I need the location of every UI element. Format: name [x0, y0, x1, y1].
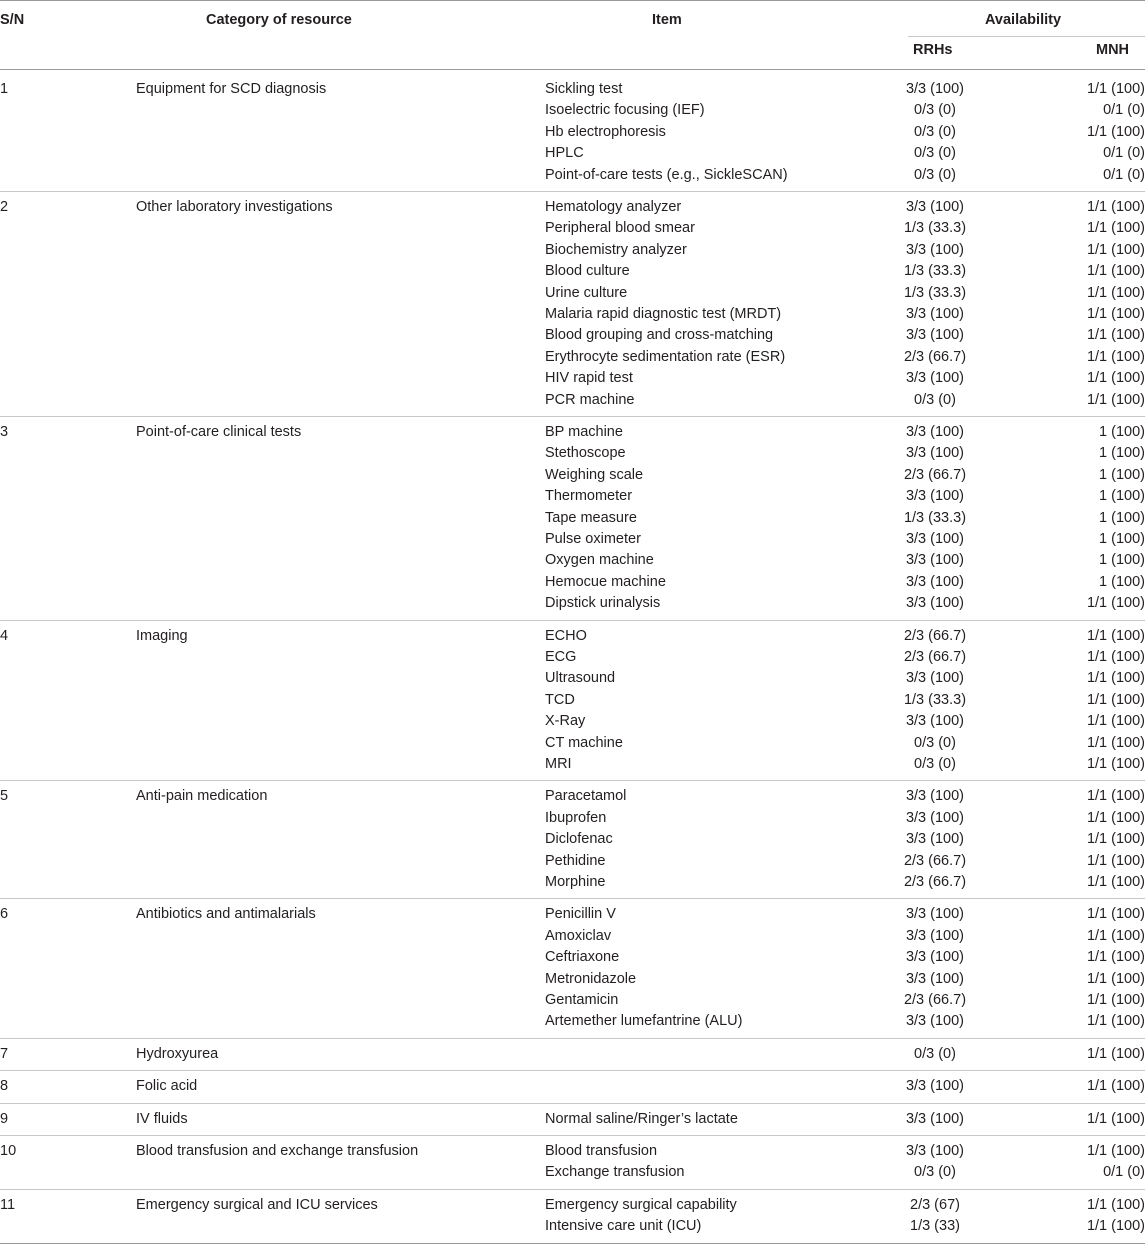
group-divider: [0, 191, 1145, 192]
rrhs-cell: 0/3 (0): [914, 166, 956, 183]
mnh-cell: 1/1 (100): [1086, 927, 1145, 944]
mnh-list: [1010, 904, 1145, 1032]
rrhs-cell: 1/3 (33.3): [903, 284, 967, 301]
mnh-cell: 1/1 (100): [1086, 831, 1145, 848]
rrhs-cell: 3/3 (100): [905, 488, 965, 505]
mnh-cell: 1 (100): [1099, 424, 1145, 440]
mnh-cell: 1/1 (100): [1086, 713, 1145, 730]
rrhs-cell: 3/3 (100): [905, 831, 965, 848]
mnh-cell: 1/1 (100): [1086, 1110, 1145, 1127]
mnh-cell: 1/1 (100): [1086, 970, 1145, 987]
item-cell: Tape measure: [545, 509, 637, 526]
rrhs-cell: 3/3 (100): [905, 199, 965, 215]
row-category: Folic acid: [136, 1078, 198, 1095]
rrhs-cell: 1/3 (33.3): [903, 691, 967, 708]
row-sn: 8: [0, 1078, 9, 1095]
item-cell: Normal saline/Ringer’s lactate: [545, 1110, 738, 1127]
item-cell: Thermometer: [545, 488, 633, 505]
item-cell: Exchange transfusion: [545, 1164, 685, 1181]
rrhs-cell: 3/3 (100): [905, 305, 965, 322]
item-cell: Ceftriaxone: [545, 949, 620, 966]
row-category: Imaging: [136, 627, 188, 644]
mnh-cell: 0/1 (0): [1103, 166, 1145, 183]
mnh-cell: 1/1 (100): [1086, 327, 1145, 344]
rrhs-list: [895, 626, 975, 776]
item-cell: Sickling test: [545, 81, 623, 97]
rrhs-list: [895, 422, 975, 615]
rrhs-cell: 1/3 (33): [910, 1218, 960, 1235]
rrhs-cell: 3/3 (100): [905, 424, 965, 440]
rrhs-cell: 3/3 (100): [905, 530, 965, 547]
rrhs-cell: 0/3 (0): [914, 1164, 956, 1181]
item-cell: PCR machine: [545, 391, 635, 408]
row-sn: 11: [0, 1196, 16, 1213]
mnh-cell: 1/1 (100): [1086, 348, 1145, 365]
item-cell: TCD: [545, 691, 575, 708]
item-cell: Stethoscope: [545, 445, 626, 462]
rrhs-cell: 0/3 (0): [914, 123, 956, 140]
mnh-cell: 1/1 (100): [1086, 123, 1145, 140]
mnh-cell: 1/1 (100): [1086, 852, 1145, 869]
row-sn: 1: [0, 81, 9, 97]
rrhs-cell: 3/3 (100): [905, 327, 965, 344]
item-cell: Emergency surgical capability: [545, 1196, 737, 1213]
rrhs-cell: 3/3 (100): [905, 1078, 965, 1095]
item-cell: CT machine: [545, 734, 623, 751]
mnh-list: [1010, 626, 1145, 776]
header-rrhs: RRHs: [913, 42, 953, 58]
item-cell: Isoelectric focusing (IEF): [545, 102, 705, 119]
rrhs-cell: 3/3 (100): [905, 370, 965, 387]
row-sn: 2: [0, 199, 9, 215]
item-cell: Ibuprofen: [545, 809, 607, 826]
group-divider: [0, 620, 1145, 621]
row-category: Hydroxyurea: [136, 1045, 219, 1062]
mnh-list: [1010, 1109, 1145, 1130]
mnh-cell: 0/1 (0): [1103, 102, 1145, 119]
item-cell: Amoxiclav: [545, 927, 612, 944]
item-cell: Blood culture: [545, 263, 630, 280]
mnh-cell: 1/1 (100): [1086, 1196, 1145, 1213]
mnh-cell: 1/1 (100): [1086, 220, 1145, 237]
item-list: [545, 79, 788, 186]
rrhs-cell: 2/3 (66.7): [903, 348, 967, 365]
rrhs-list: [895, 1141, 975, 1184]
item-cell: Peripheral blood smear: [545, 220, 695, 237]
rrhs-cell: 3/3 (100): [905, 949, 965, 966]
group-divider: [0, 416, 1145, 417]
item-cell: Blood grouping and cross-matching: [545, 327, 774, 344]
rrhs-list: [895, 1195, 975, 1238]
mnh-list: [1010, 1076, 1145, 1097]
rrhs-cell: 3/3 (100): [905, 906, 965, 923]
mnh-cell: 1/1 (100): [1086, 241, 1145, 258]
rrhs-cell: 0/3 (0): [914, 734, 956, 751]
rrhs-cell: 3/3 (100): [905, 1013, 965, 1030]
row-category: IV fluids: [136, 1110, 188, 1127]
item-cell: Erythrocyte sedimentation rate (ESR): [545, 348, 786, 365]
header-sn: S/N: [0, 12, 25, 28]
rrhs-cell: 2/3 (66.7): [903, 873, 967, 890]
rrhs-list: [895, 904, 975, 1032]
item-cell: ECHO: [545, 627, 587, 644]
group-divider: [0, 1070, 1145, 1071]
item-cell: Morphine: [545, 873, 606, 890]
item-cell: Pethidine: [545, 852, 606, 869]
mnh-cell: 1 (100): [1099, 488, 1145, 505]
row-sn: 10: [0, 1143, 17, 1159]
item-cell: MRI: [545, 755, 572, 772]
item-cell: Point-of-care tests (e.g., SickleSCAN): [545, 166, 788, 183]
mnh-cell: 1/1 (100): [1086, 670, 1145, 687]
rrhs-cell: 3/3 (100): [905, 670, 965, 687]
item-cell: Hematology analyzer: [545, 199, 682, 215]
mnh-cell: 1 (100): [1099, 466, 1145, 483]
table-top-rule: [0, 0, 1145, 1]
rrhs-cell: 1/3 (33.3): [903, 220, 967, 237]
mnh-list: [1010, 1044, 1145, 1065]
rrhs-list: [895, 79, 975, 186]
mnh-cell: 1/1 (100): [1086, 788, 1145, 805]
mnh-list: [1010, 1195, 1145, 1238]
mnh-cell: 1/1 (100): [1086, 906, 1145, 923]
mnh-cell: 1/1 (100): [1086, 263, 1145, 280]
item-cell: Gentamicin: [545, 991, 619, 1008]
mnh-cell: 1/1 (100): [1086, 755, 1145, 772]
header-category: Category of resource: [206, 12, 352, 28]
rrhs-cell: 0/3 (0): [914, 391, 956, 408]
rrhs-cell: 1/3 (33.3): [903, 509, 967, 526]
header-item: Item: [652, 12, 682, 28]
rrhs-cell: 2/3 (66.7): [903, 648, 967, 665]
item-cell: Penicillin V: [545, 906, 616, 923]
rrhs-cell: 2/3 (66.7): [903, 627, 967, 644]
availability-underline: [908, 36, 1145, 37]
rrhs-list: [895, 1109, 975, 1130]
rrhs-cell: 3/3 (100): [905, 1143, 965, 1159]
item-cell: Paracetamol: [545, 788, 627, 805]
item-cell: BP machine: [545, 424, 623, 440]
mnh-cell: 1/1 (100): [1086, 627, 1145, 644]
row-category: Other laboratory investigations: [136, 199, 333, 215]
mnh-cell: 0/1 (0): [1103, 145, 1145, 162]
rrhs-cell: 3/3 (100): [905, 1110, 965, 1127]
item-cell: Oxygen machine: [545, 552, 654, 569]
rrhs-cell: 3/3 (100): [905, 970, 965, 987]
row-category: Anti-pain medication: [136, 788, 268, 805]
header-bottom-rule: [0, 69, 1145, 70]
row-category: Point-of-care clinical tests: [136, 424, 302, 440]
mnh-list: [1010, 79, 1145, 186]
mnh-list: [1010, 1141, 1145, 1184]
group-divider: [0, 898, 1145, 899]
item-list: [545, 1195, 737, 1238]
row-sn: 7: [0, 1045, 9, 1062]
mnh-cell: 1/1 (100): [1086, 691, 1145, 708]
item-cell: Diclofenac: [545, 831, 613, 848]
item-cell: ECG: [545, 648, 577, 665]
item-cell: Hemocue machine: [545, 573, 666, 590]
rrhs-cell: 3/3 (100): [905, 81, 965, 97]
row-category: Equipment for SCD diagnosis: [136, 81, 327, 97]
mnh-cell: 0/1 (0): [1103, 1164, 1145, 1181]
mnh-cell: 1/1 (100): [1086, 1078, 1145, 1095]
item-cell: Malaria rapid diagnostic test (MRDT): [545, 305, 782, 322]
item-cell: Urine culture: [545, 284, 628, 301]
mnh-cell: 1 (100): [1099, 530, 1145, 547]
item-cell: Pulse oximeter: [545, 530, 641, 547]
item-list: [545, 626, 623, 776]
rrhs-cell: 3/3 (100): [905, 809, 965, 826]
header-mnh: MNH: [1096, 42, 1130, 58]
row-category: Blood transfusion and exchange transfusion: [136, 1143, 419, 1159]
mnh-cell: 1/1 (100): [1086, 809, 1145, 826]
item-list: [545, 422, 666, 615]
row-sn: 5: [0, 788, 9, 805]
rrhs-cell: 0/3 (0): [914, 1045, 956, 1062]
group-divider: [0, 1243, 1145, 1244]
item-list: [545, 197, 785, 411]
mnh-cell: 1/1 (100): [1086, 199, 1145, 215]
item-cell: HPLC: [545, 145, 584, 162]
mnh-cell: 1/1 (100): [1086, 734, 1145, 751]
mnh-cell: 1/1 (100): [1086, 391, 1145, 408]
mnh-cell: 1/1 (100): [1086, 873, 1145, 890]
rrhs-cell: 1/3 (33.3): [903, 263, 967, 280]
item-cell: Biochemistry analyzer: [545, 241, 687, 258]
item-cell: Blood transfusion: [545, 1143, 658, 1159]
row-sn: 6: [0, 906, 9, 923]
row-sn: 3: [0, 424, 9, 440]
row-category: Antibiotics and antimalarials: [136, 906, 316, 923]
mnh-cell: 1 (100): [1099, 552, 1145, 569]
rrhs-cell: 2/3 (66.7): [903, 466, 967, 483]
group-divider: [0, 1189, 1145, 1190]
mnh-cell: 1/1 (100): [1086, 648, 1145, 665]
rrhs-cell: 3/3 (100): [905, 445, 965, 462]
rrhs-cell: 2/3 (67): [910, 1196, 960, 1213]
item-cell: Hb electrophoresis: [545, 123, 666, 140]
item-cell: X-Ray: [545, 713, 586, 730]
item-cell: Artemether lumefantrine (ALU): [545, 1013, 743, 1030]
rrhs-cell: 2/3 (66.7): [903, 991, 967, 1008]
row-sn: 4: [0, 627, 9, 644]
mnh-cell: 1/1 (100): [1086, 991, 1145, 1008]
rrhs-list: [895, 786, 975, 893]
row-sn: 9: [0, 1110, 9, 1127]
item-cell: Weighing scale: [545, 466, 644, 483]
item-list: [545, 904, 742, 1032]
mnh-cell: 1 (100): [1099, 509, 1145, 526]
rrhs-cell: 3/3 (100): [905, 595, 965, 612]
header-availability: Availability: [985, 12, 1062, 28]
mnh-list: [1010, 786, 1145, 893]
mnh-cell: 1/1 (100): [1086, 370, 1145, 387]
rrhs-cell: 3/3 (100): [905, 241, 965, 258]
mnh-cell: 1/1 (100): [1086, 1045, 1145, 1062]
mnh-cell: 1/1 (100): [1086, 595, 1145, 612]
item-cell: HIV rapid test: [545, 370, 633, 387]
item-cell: Intensive care unit (ICU): [545, 1218, 702, 1235]
mnh-cell: 1/1 (100): [1086, 1143, 1145, 1159]
item-cell: Ultrasound: [545, 670, 616, 687]
row-category: Emergency surgical and ICU services: [136, 1196, 378, 1213]
mnh-cell: 1/1 (100): [1086, 305, 1145, 322]
mnh-cell: 1/1 (100): [1086, 81, 1145, 97]
group-divider: [0, 1135, 1145, 1136]
rrhs-list: [895, 197, 975, 411]
group-divider: [0, 1103, 1145, 1104]
item-list: [545, 1141, 684, 1184]
item-list: [545, 786, 626, 893]
mnh-cell: 1 (100): [1099, 573, 1145, 590]
mnh-cell: 1/1 (100): [1086, 949, 1145, 966]
group-divider: [0, 1038, 1145, 1039]
mnh-list: [1010, 197, 1145, 411]
item-cell: Dipstick urinalysis: [545, 595, 661, 612]
rrhs-cell: 3/3 (100): [905, 927, 965, 944]
rrhs-cell: 3/3 (100): [905, 552, 965, 569]
item-cell: Metronidazole: [545, 970, 637, 987]
mnh-cell: 1/1 (100): [1086, 284, 1145, 301]
mnh-cell: 1/1 (100): [1086, 1013, 1145, 1030]
rrhs-list: [895, 1044, 975, 1065]
rrhs-cell: 3/3 (100): [905, 713, 965, 730]
rrhs-cell: 0/3 (0): [914, 755, 956, 772]
rrhs-cell: 3/3 (100): [905, 788, 965, 805]
rrhs-cell: 0/3 (0): [914, 145, 956, 162]
mnh-cell: 1/1 (100): [1086, 1218, 1145, 1235]
mnh-list: [1010, 422, 1145, 615]
item-list: [545, 1109, 738, 1130]
group-divider: [0, 780, 1145, 781]
rrhs-list: [895, 1076, 975, 1097]
rrhs-cell: 0/3 (0): [914, 102, 956, 119]
rrhs-cell: 3/3 (100): [905, 573, 965, 590]
rrhs-cell: 2/3 (66.7): [903, 852, 967, 869]
mnh-cell: 1 (100): [1099, 445, 1145, 462]
